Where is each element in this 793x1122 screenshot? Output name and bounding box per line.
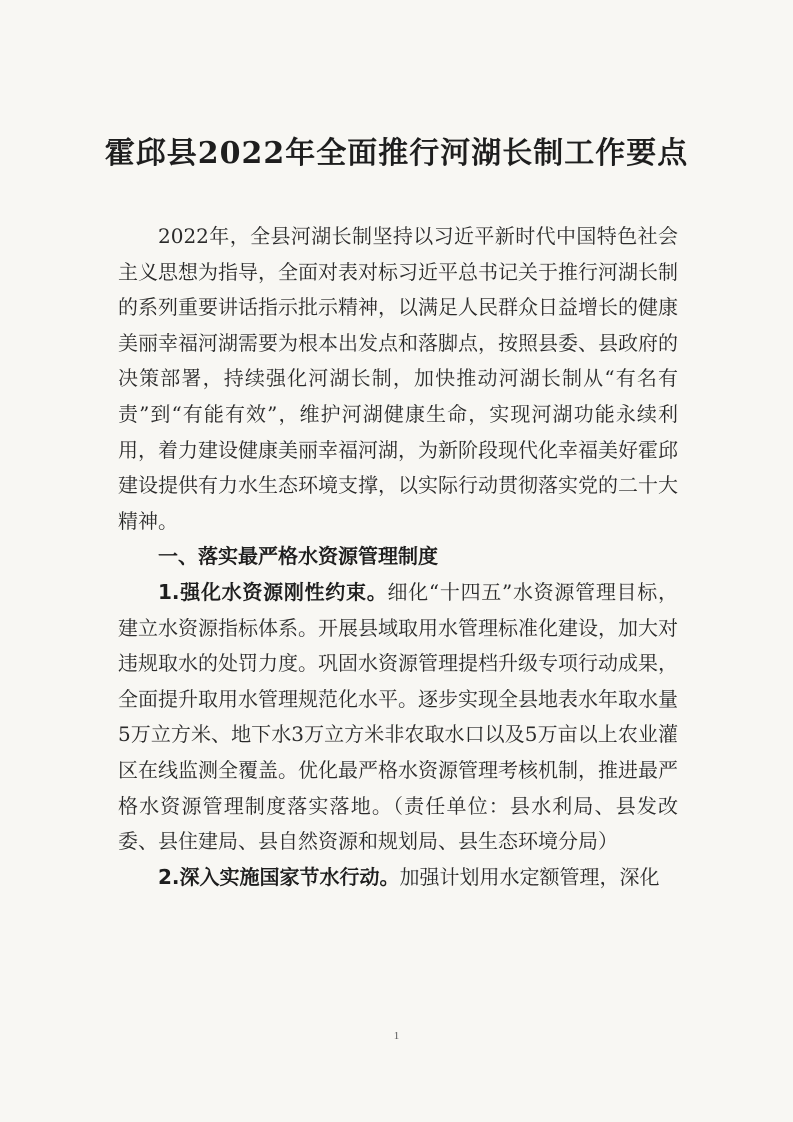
section-1-item-1 [118,575,678,860]
item-2-text: 加强计划用水定额管理，深化 [399,864,660,889]
page-number: 1 [393,1030,400,1042]
item-2-lead: 2.深入实施国家节水行动。 [158,864,400,889]
document-title: 霍邱县2022年全面推行河湖长制工作要点 [104,136,689,171]
section-heading-1: 一、落实最严格水资源管理制度 [158,544,438,569]
section-1-item-2 [118,860,678,896]
item-1-text: 细化“十四五”水资源管理目标，建立水资源指标体系。开展县域取用水管理标准化建设，加大对违规取水的处罚力度。巩固水资源管理提档升级专项行动成果，全面提升取用水管理规范化水平。逐步实现全县地表水年取水量5万立方米、地下水3万立方米非农取水口以及5万亩以上农业灌区在线监测全覆盖。优化最严格水资源管理考核机制，推进最严格水资源管理制度落实落地。（责任单位：县水利局、县发改委、县住建局、县自然资源和规划局、县生态环境分局） [118,579,678,854]
item-1-lead: 1.强化水资源刚性约束。 [158,579,388,604]
document-body [118,219,678,895]
intro-paragraph: 2022年，全县河湖长制坚持以习近平新时代中国特色社会主义思想为指导，全面对表对标习近平总书记关于推行河湖长制的系列重要讲话指示批示精神，以满足人民群众日益增长的健康美丽幸福河湖需要为根本出发点和落脚点，按照县委、县政府的决策部署，持续强化河湖长制，加快推动河湖长制从“有名有责”到“有能有效”，维护河湖健康生命，实现河湖功能永续利用，着力建设健康美丽幸福河湖，为新阶段现代化幸福美好霍邱建设提供有力水生态环境支撑，以实际行动贯彻落实党的二十大精神。 [118,224,678,533]
